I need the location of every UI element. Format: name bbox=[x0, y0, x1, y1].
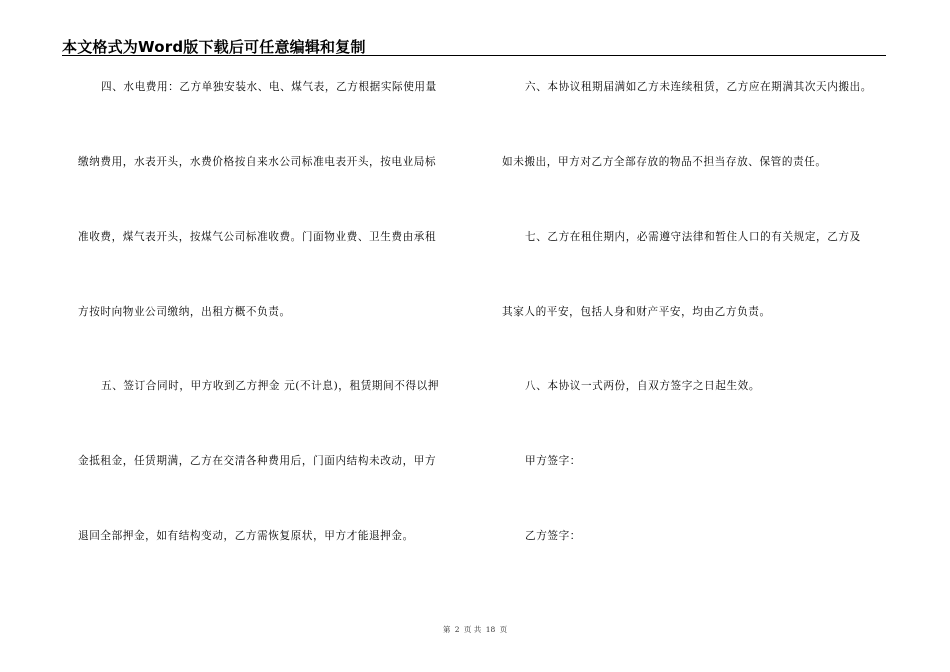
left-paragraph-4-line-2: 缴纳费用，水表开头，水费价格按自来水公司标准电表开头，按电业局标 bbox=[78, 156, 437, 168]
left-paragraph-4-line-3: 准收费，煤气表开头，按煤气公司标准收费。门面物业费、卫生费由承租 bbox=[78, 231, 437, 243]
right-paragraph-6-line-1: 六、本协议租期届满如乙方未连续租赁，乙方应在期满其次天内搬出。 bbox=[525, 81, 873, 93]
right-paragraph-7-line-2: 其家人的平安，包括人身和财产平安，均由乙方负责。 bbox=[502, 306, 771, 318]
left-paragraph-5-line-3: 退回全部押金，如有结构变动，乙方需恢复原状，甲方才能退押金。 bbox=[78, 530, 414, 542]
footer-current-page: 2 bbox=[454, 625, 460, 634]
party-b-signature-label: 乙方签字： bbox=[525, 530, 581, 542]
left-paragraph-5-line-2: 金抵租金，任赁期满，乙方在交清各种费用后，门面内结构未改动，甲方 bbox=[78, 455, 437, 467]
right-paragraph-8-line-1: 八、本协议一式两份，自双方签字之日起生效。 bbox=[525, 380, 761, 392]
party-a-signature-label: 甲方签字： bbox=[525, 455, 581, 467]
footer-total-pages: 18 bbox=[485, 625, 496, 634]
footer-middle: 页 共 bbox=[463, 625, 482, 634]
footer-prefix: 第 bbox=[442, 625, 451, 634]
document-header-title: 本文格式为Word版下载后可任意编辑和复制 bbox=[62, 38, 366, 56]
page-number-footer bbox=[0, 624, 950, 635]
left-paragraph-4-line-4: 方按时向物业公司缴纳，出租方概不负责。 bbox=[78, 306, 291, 318]
left-paragraph-4-line-1: 四、水电费用：乙方单独安装水、电、煤气表，乙方根据实际使用量 bbox=[101, 81, 437, 93]
left-paragraph-5-line-1: 五、签订合同时，甲方收到乙方押金 元(不计息)，租赁期间不得以押 bbox=[101, 380, 440, 392]
right-paragraph-7-line-1: 七、乙方在租住期内，必需遵守法律和暂住人口的有关规定，乙方及 bbox=[525, 231, 861, 243]
header-divider bbox=[62, 55, 886, 56]
footer-suffix: 页 bbox=[499, 625, 508, 634]
right-paragraph-6-line-2: 如未搬出，甲方对乙方全部存放的物品不担当存放、保管的责任。 bbox=[502, 156, 827, 168]
